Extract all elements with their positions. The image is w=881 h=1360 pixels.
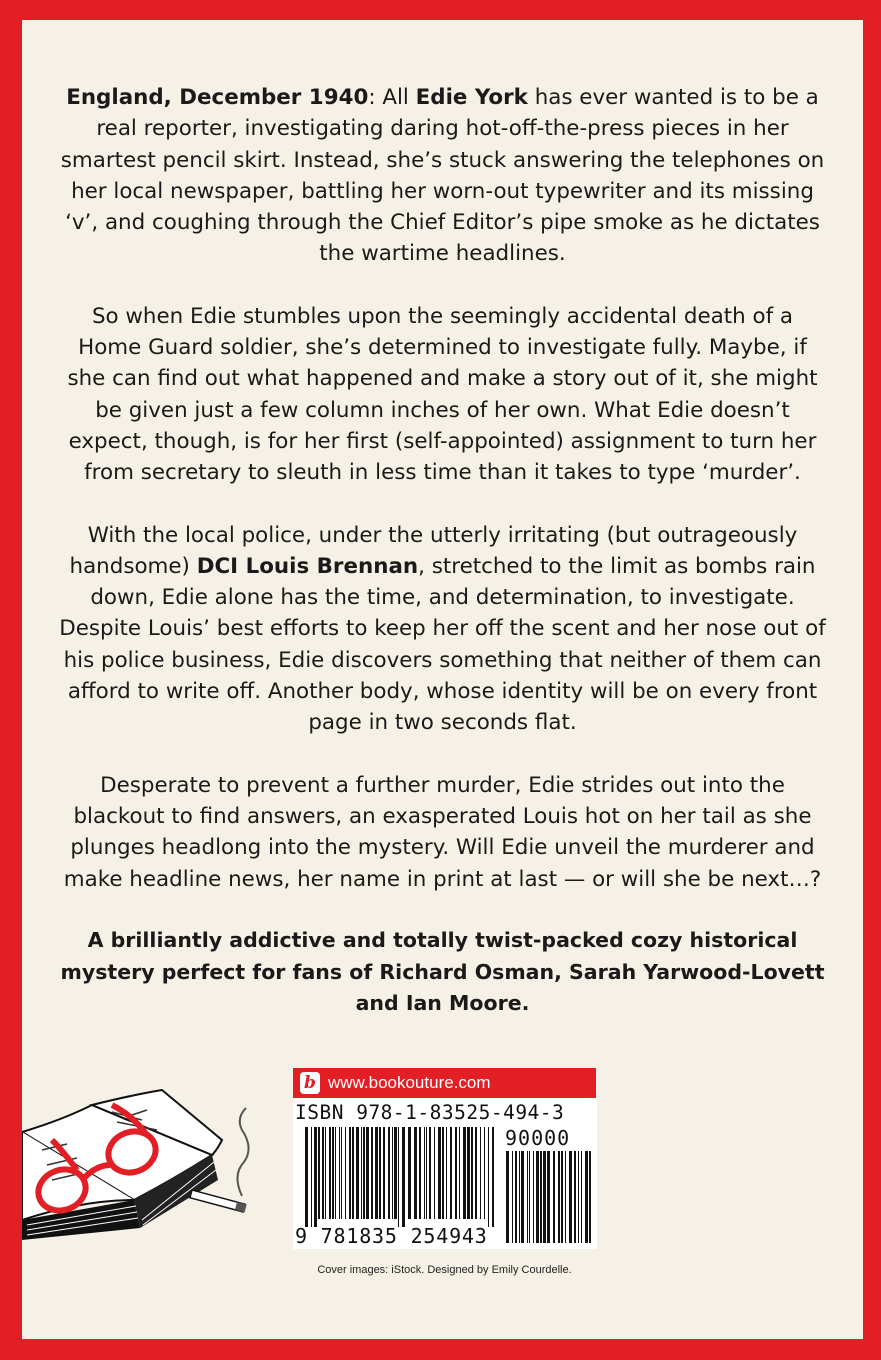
barcode-bar: [506, 1151, 509, 1243]
bookouture-logo-icon: b: [300, 1072, 320, 1094]
ean13-barcode: [305, 1127, 495, 1227]
barcode-bar: [419, 1127, 421, 1219]
barcode-bar: [543, 1151, 546, 1243]
price-addon-code: 90000: [505, 1126, 571, 1150]
barcode-bar: [429, 1127, 431, 1219]
barcode-bar: [488, 1127, 489, 1227]
blurb-paragraph-3: With the local police, under the utterly irritating (but outrageously handsome) DCI Louis Brennan, stretched to the limit as bombs rain down, Edie alone has the time, and determination, to investigate. Despite Louis’ best efforts to keep her off the scent and her nose out of his police business, Edie discovers something that neither of them can afford to write off. Another body, whose identity will be on every front page in two seconds flat.: [59, 522, 826, 736]
barcode-bar: [352, 1127, 354, 1219]
barcode-bar: [547, 1151, 550, 1243]
barcode-bar: [463, 1127, 466, 1219]
barcode-bar: [375, 1127, 378, 1219]
barcode-bar: [581, 1151, 582, 1243]
barcode-bar: [475, 1127, 477, 1219]
addon-barcode: [506, 1151, 594, 1243]
barcode-bar: [424, 1127, 425, 1219]
barcode-bar: [527, 1151, 528, 1243]
tagline: A brilliantly addictive and totally twist-packed cozy historical mystery perfect for fans of Richard Osman, Sarah Yarwood-Lovett and Ian Moore.: [60, 928, 825, 1015]
barcode-bar: [521, 1151, 524, 1243]
blurb: [58, 82, 827, 926]
barcode-bar: [361, 1127, 362, 1219]
barcode-bar: [561, 1151, 563, 1243]
barcode-bar: [480, 1127, 481, 1219]
detective-name: DCI Louis Brennan: [196, 553, 419, 579]
publisher-url: www.bookouture.com: [328, 1073, 491, 1092]
barcode-bar: [536, 1151, 539, 1243]
barcode-bar: [565, 1151, 566, 1243]
barcode-bar: [332, 1127, 334, 1219]
barcode-bar: [345, 1127, 346, 1219]
barcode-bar: [329, 1127, 331, 1219]
publisher-banner: [293, 1068, 596, 1098]
barcode-bar: [318, 1127, 320, 1219]
barcode-bar: [484, 1127, 485, 1219]
barcode-bar: [356, 1127, 359, 1219]
barcode-bar: [589, 1151, 591, 1243]
barcode-bar: [446, 1127, 447, 1219]
barcode-bar: [408, 1127, 411, 1219]
barcode-bar: [471, 1127, 473, 1219]
barcode-bar: [578, 1151, 579, 1243]
barcode-bar: [426, 1127, 427, 1219]
cover-credits: Cover images: iStock. Designed by Emily Courdelle.: [317, 1264, 572, 1276]
barcode-bar: [515, 1151, 517, 1243]
barcode-digits: 9 781835 254943: [295, 1224, 488, 1248]
barcode-bar: [402, 1127, 405, 1227]
barcode-bar: [558, 1151, 560, 1243]
barcode-bar: [363, 1127, 365, 1219]
barcode-bar: [492, 1127, 494, 1227]
barcode-bar: [388, 1127, 390, 1219]
barcode-bar: [442, 1127, 444, 1219]
barcode-bar: [341, 1127, 342, 1219]
barcode-bar: [450, 1127, 452, 1219]
blurb-paragraph-1: England, December 1940: All Edie York has ever wanted is to be a real reporter, investigating daring hot-off-the-press pieces in her smartest pencil skirt. Instead, she’s stuck answering the telephones on her local newspaper, battling her worn-out typewriter and its missing ‘v’, and coughing through the Chief Editor’s pipe smoke as he dictates the wartime headlines.: [60, 85, 825, 267]
isbn-label: ISBN 978-1-83525-494-3: [295, 1101, 565, 1124]
barcode-bar: [383, 1127, 385, 1219]
barcode-bar: [325, 1127, 326, 1219]
barcode-bar: [366, 1127, 369, 1219]
barcode-bar: [455, 1127, 457, 1219]
blurb-paragraph-4: Desperate to prevent a further murder, Edie strides out into the blackout to find answers, an exasperated Louis hot on her tail as she plunges headlong into the mystery. Will Edie unveil the murderer and make headline news, her name in print at last — or will she be next…?: [63, 772, 822, 892]
barcode-bar: [394, 1127, 397, 1219]
barcode-bar: [438, 1127, 441, 1219]
barcode-bar: [322, 1127, 324, 1219]
barcode-bar: [459, 1127, 460, 1219]
barcode-bar: [392, 1127, 393, 1219]
back-cover: [22, 20, 863, 1339]
barcode-bar: [414, 1127, 417, 1219]
barcode-bar: [585, 1151, 588, 1243]
barcode-bar: [398, 1127, 399, 1227]
barcode-bar: [467, 1127, 470, 1219]
barcode-bar: [311, 1127, 312, 1227]
barcode-bar: [529, 1151, 530, 1243]
barcode-bar: [533, 1151, 534, 1243]
book-glasses-illustration: [22, 1070, 252, 1240]
barcode-bar: [434, 1127, 435, 1219]
barcode-bar: [305, 1127, 308, 1227]
barcode-bar: [379, 1127, 381, 1219]
barcode-bar: [540, 1151, 542, 1243]
barcode-bar: [512, 1151, 513, 1243]
barcode-bar: [553, 1151, 555, 1243]
barcode-bar: [314, 1127, 317, 1227]
barcode-bar: [569, 1151, 572, 1243]
barcode-bar: [574, 1151, 576, 1243]
barcode-bar: [335, 1127, 336, 1219]
barcode-bar: [349, 1127, 351, 1219]
setting-label: England, December 1940: [66, 85, 369, 110]
protagonist-name: Edie York: [415, 85, 528, 110]
barcode-bar: [519, 1151, 520, 1243]
barcode-bar: [371, 1127, 373, 1219]
blurb-paragraph-2: So when Edie stumbles upon the seemingly accidental death of a Home Guard soldier, she’s determined to investigate fully. Maybe, if she can find out what happened and make a story out of it, she might be given just a few column inches of her own. What Edie doesn’t expect, though, is for her first (self-appointed) assignment to turn her from secretary to sleuth in less time than it takes to type ‘murder’.: [67, 303, 818, 486]
barcode-bar: [339, 1127, 340, 1219]
